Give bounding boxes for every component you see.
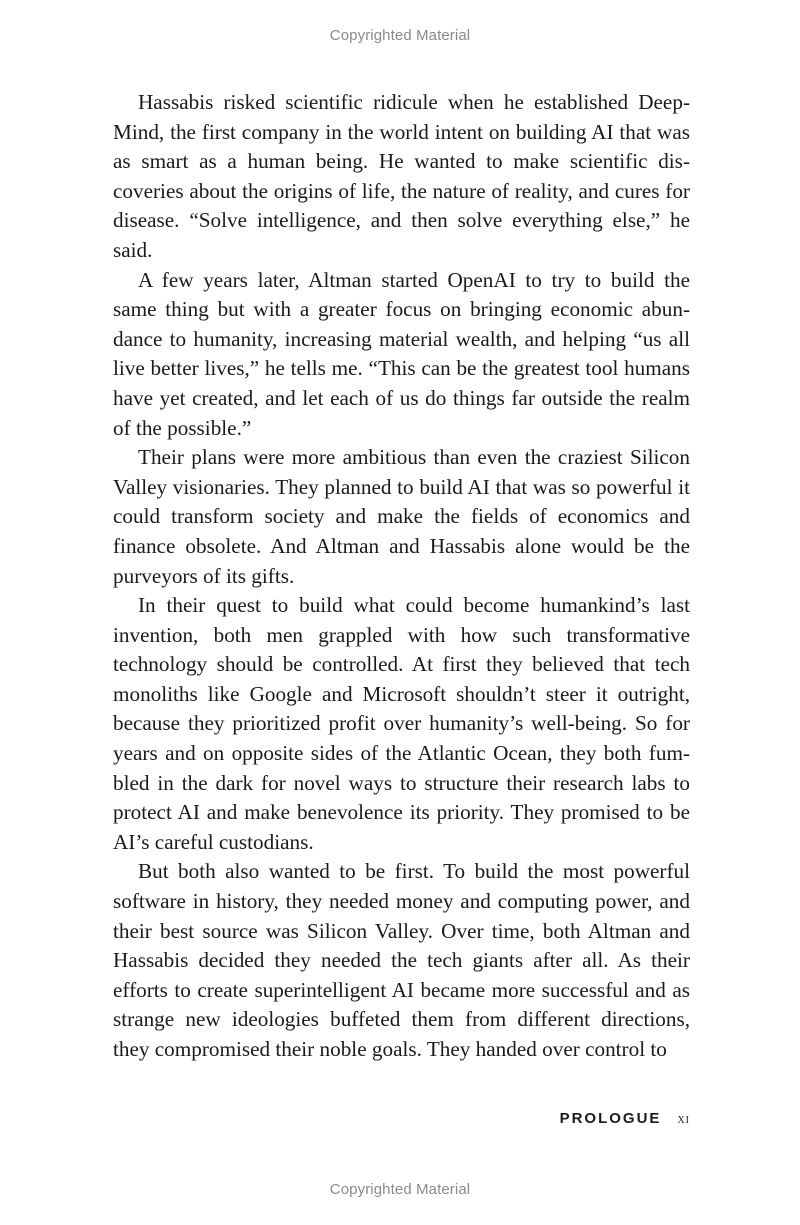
paragraph-4: In their quest to build what could become humankind’s last invention, both men grappled with how such transformative technology should be controlled. At first they believed that tech monoliths like Google and Microsoft shouldn’t steer it outright, because they prioritized profit over humanity’s well-being. So for years and on opposite sides of the Atlantic Ocean, they both fumbled in the dark for novel ways to structure their research labs to protect AI and make benevolence its priority. They promised to be AI’s careful custodians. [113,593,690,854]
paragraph-1: Hassabis risked scientific ridicule when he established DeepMind, the first company in the world intent on building AI that was as smart as a human being. He wanted to make scientific discoveries about the origins of life, the nature of reality, and cures for disease. “Solve intelligence, and then solve everything else,” he said. [113,90,690,262]
copyright-watermark-top: Copyrighted Material [329,27,471,44]
running-footer [560,1110,690,1128]
page-body [113,88,690,1065]
section-name: PROLOGUE [559,1110,662,1127]
paragraph-5: But both also wanted to be first. To build the most powerful software in history, they needed money and computing power, and their best source was Silicon Valley. Over time, both Altman and Hassabis decided they needed the tech giants after all. As their efforts to create superintelligent AI became more successful and as strange new ideologies buffeted them from different directions, they compromised their noble goals. They handed over control to [113,859,690,1061]
page-number: xi [677,1112,690,1127]
copyright-watermark-bottom: Copyrighted Material [329,1181,471,1198]
paragraph-2: A few years later, Altman started OpenAI to try to build the same thing but with a greater focus on bringing economic abundance to humanity, increasing material wealth, and helping “us all live better lives,” he tells me. “This can be the greatest tool humans have yet created, and let each of us do things far outside the realm of the possible.” [113,267,690,440]
paragraph-3: Their plans were more ambitious than even the craziest Silicon Valley visionaries. They planned to build AI that was so powerful it could transform society and make the fields of economics and finance obsolete. And Altman and Hassabis alone would be the purveyors of its gifts. [113,445,690,588]
